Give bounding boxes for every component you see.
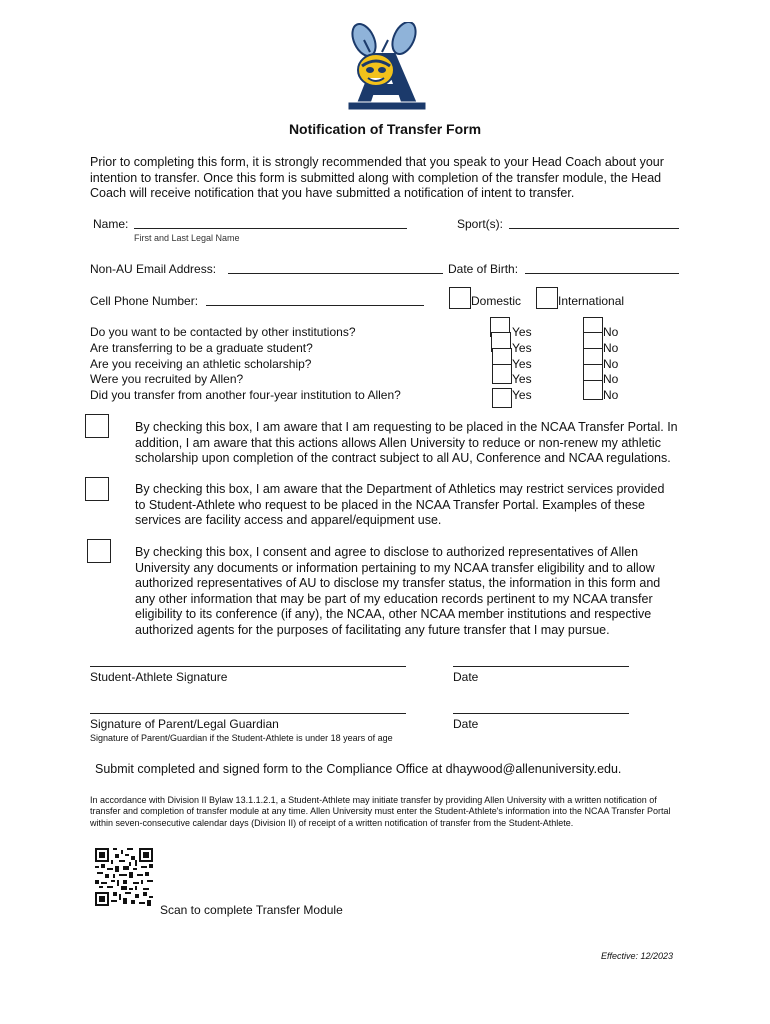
- q2-no-label: No: [603, 341, 619, 355]
- ack-services-checkbox[interactable]: [85, 477, 109, 501]
- q5-yes-checkbox[interactable]: [492, 388, 512, 408]
- ack-portal-checkbox[interactable]: [85, 414, 109, 438]
- q4-no-label: No: [603, 372, 619, 386]
- name-input[interactable]: [134, 228, 407, 229]
- q5-yes-label: Yes: [512, 388, 532, 402]
- sports-label: Sport(s):: [457, 217, 504, 231]
- name-label: Name:: [93, 217, 129, 231]
- page-title: Notification of Transfer Form: [288, 121, 482, 137]
- submit-instructions: Submit completed and signed form to the Compliance Office at dhaywood@allenuniversity.edu.: [95, 762, 622, 776]
- question-5: Did you transfer from another four-year institution to Allen?: [90, 388, 401, 402]
- q1-no-label: No: [603, 325, 619, 339]
- student-signature-line[interactable]: [90, 666, 406, 667]
- q3-yes-label: Yes: [512, 357, 532, 371]
- dob-label: Date of Birth:: [448, 262, 519, 276]
- phone-input[interactable]: [206, 305, 424, 306]
- q5-no-checkbox[interactable]: [583, 380, 603, 400]
- q4-yes-label: Yes: [512, 372, 532, 386]
- q2-yes-label: Yes: [512, 341, 532, 355]
- question-1: Do you want to be contacted by other institutions?: [90, 325, 356, 339]
- phone-label: Cell Phone Number:: [90, 294, 199, 308]
- qr-code[interactable]: [95, 848, 153, 906]
- domestic-checkbox[interactable]: [449, 287, 471, 309]
- international-label: International: [558, 294, 625, 308]
- parent-date-line[interactable]: [453, 713, 629, 714]
- international-checkbox[interactable]: [536, 287, 558, 309]
- student-signature-label: Student-Athlete Signature: [90, 670, 228, 684]
- student-date-line[interactable]: [453, 666, 629, 667]
- bylaw-notice: In accordance with Division II Bylaw 13.1.1.2.1, a Student-Athlete may initiate transfer by providing Allen University with a written notification of transfer and completion of transfer module at any time. Allen University must enter the Student-Athlete's information into the NCAA Transfer Portal within seven-consecutive calendar days (Division II) of receipt of a written notification of transfer from the Student-Athlete.: [90, 795, 671, 828]
- email-input[interactable]: [228, 273, 443, 274]
- q4-yes-checkbox[interactable]: [492, 364, 512, 384]
- intro-paragraph: Prior to completing this form, it is strongly recommended that you speak to your Head Coach about your intention to transfer. Once this form is submitted along with completion of the transfer module, the Head Coach will receive notification that you have submitted a notification of intent to transfer.: [90, 155, 664, 200]
- name-hint: First and Last Legal Name: [134, 233, 240, 243]
- parent-note: Signature of Parent/Guardian if the Student-Athlete is under 18 years of age: [90, 733, 393, 743]
- question-3: Are you receiving an athletic scholarship?: [90, 357, 312, 371]
- ack-consent-text: By checking this box, I consent and agree to disclose to authorized representatives of Allen University any documents or information pertaining to my NCAA transfer eligibility and to allow authorized representatives of AU to disclose my transfer status, the information in this form and any other information that may be part of my education records pertinent to my NCAA transfer eligibility to its conference (if any), the NCAA, other NCAA member institutions and respective authorized agents for the purposes of facilitating any future transfer that I may pursue.: [135, 545, 661, 637]
- q5-no-label: No: [603, 388, 619, 402]
- ack-services-text: By checking this box, I am aware that the Department of Athletics may restrict services provided to Student-Athlete who request to be placed in the NCAA Transfer Portal. Examples of these services are facility access and apparel/equipment use.: [135, 482, 665, 527]
- effective-date: Effective: 12/2023: [601, 951, 674, 961]
- qr-label: Scan to complete Transfer Module: [160, 903, 343, 917]
- university-logo: [340, 22, 432, 114]
- domestic-label: Domestic: [471, 294, 522, 308]
- parent-signature-line[interactable]: [90, 713, 406, 714]
- sports-input[interactable]: [509, 228, 679, 229]
- parent-signature-label: Signature of Parent/Legal Guardian: [90, 717, 279, 731]
- question-2: Are transferring to be a graduate student?: [90, 341, 313, 355]
- parent-date-label: Date: [453, 717, 479, 731]
- email-label: Non-AU Email Address:: [90, 262, 217, 276]
- ack-portal-text: By checking this box, I am aware that I am requesting to be placed in the NCAA Transfer Portal. In addition, I am aware that this actions allows Allen University to reduce or non-renew my athletic scholarship upon completion of the contract subject to all AU, Conference and NCAA regulations.: [135, 420, 678, 465]
- dob-input[interactable]: [525, 273, 679, 274]
- question-4: Were you recruited by Allen?: [90, 372, 244, 386]
- student-date-label: Date: [453, 670, 479, 684]
- ack-consent-checkbox[interactable]: [87, 539, 111, 563]
- q3-no-label: No: [603, 357, 619, 371]
- q1-yes-label: Yes: [512, 325, 532, 339]
